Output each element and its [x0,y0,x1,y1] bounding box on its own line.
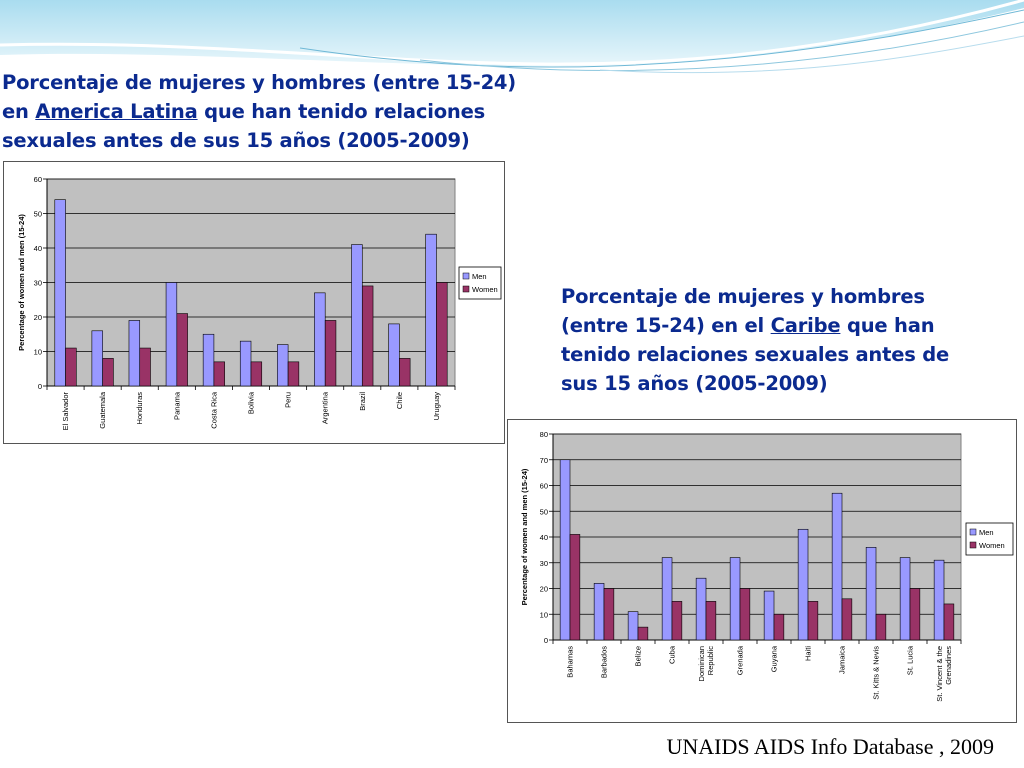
category-label-group [634,646,643,666]
category-label: Grenadines [944,646,953,685]
category-label: St. Lucia [905,646,915,676]
y-tick-label: 30 [33,278,42,288]
bar-men [352,245,363,386]
category-label-group [736,645,745,675]
bar-men [764,591,774,640]
category-label: Panama [172,392,182,420]
caribbean-chart [507,419,1017,723]
y-tick-label: 40 [539,533,548,542]
caribe-link[interactable]: Caribe [770,314,841,337]
category-label-group [98,391,107,429]
category-label: Barbados [599,646,609,679]
bar-women [740,589,750,641]
y-tick-label: 20 [539,584,548,594]
category-label: Costa Rica [209,392,219,429]
category-label: Chile [394,392,404,410]
y-tick-label: 50 [33,209,42,219]
title-line: tenido relaciones sexuales antes de [561,343,950,366]
bar-women [672,601,682,640]
bar-men [129,320,140,386]
category-label: Jamaica [837,646,847,674]
bar-women [288,362,299,386]
category-label-group [172,391,181,420]
bar-men [277,345,288,386]
category-label: Honduras [135,392,145,425]
y-tick-label: 60 [33,175,42,184]
bar-women [570,534,580,640]
bar-women [604,589,614,641]
bar-men [628,612,638,640]
category-label-group [804,646,813,661]
y-tick-label: 40 [33,244,42,253]
category-label: Bahamas [565,646,575,678]
y-tick-label: 10 [539,610,548,620]
category-label-group [395,392,404,409]
legend [459,267,501,299]
category-label: Cuba [667,646,677,664]
title-line [2,97,522,126]
bar-women [325,320,336,386]
title-text: (entre 15-24) en el [561,314,771,337]
bar-men [696,578,706,640]
title-line: sexuales antes de sus 15 años (2005-2009) [2,129,470,152]
bar-men [314,293,325,386]
category-label-group [135,392,144,425]
title-line: Porcentaje de mujeres y hombres [561,285,925,308]
latin-america-chart-svg [4,162,504,443]
category-label-group [697,646,715,682]
category-label: Republic [706,646,715,676]
y-axis-label: Percentage of women and men (15-24) [17,214,26,351]
category-label-group [566,646,575,678]
category-label-group [209,391,218,429]
bar-women [251,362,262,386]
bar-women [362,286,373,386]
category-label: Guyana [769,646,779,673]
legend [966,523,1013,555]
bar-women [876,614,886,640]
bar-men [166,283,177,387]
bar-men [55,200,66,386]
bar-men [560,460,570,640]
category-label: Argentina [320,392,330,425]
category-label: Bolivia [246,392,256,415]
category-label: Belize [633,646,643,667]
bar-men [866,547,876,640]
title-text: que han [840,314,935,337]
legend-swatch [970,542,976,548]
category-label-group [906,645,915,675]
category-label: Guatemala [98,392,108,429]
y-tick-label: 70 [539,455,548,465]
legend-label: Men [472,272,487,281]
category-label-group [284,392,293,408]
bar-women [774,614,784,640]
title-text: en [2,100,36,123]
bar-women [140,348,151,386]
y-tick-label: 10 [33,347,42,357]
legend-label: Men [979,528,994,537]
y-tick-label: 50 [539,507,548,517]
bar-men [934,560,944,640]
category-label: Dominican [697,646,706,682]
bar-women [177,314,188,386]
y-tick-label: 30 [539,558,548,568]
category-label-group [872,646,881,700]
category-label: Haiti [803,646,813,662]
bar-men [92,331,103,386]
latin-america-chart [3,161,505,444]
bar-women [214,362,225,386]
bar-women [944,604,954,640]
bar-men [389,324,400,386]
bar-men [426,234,437,386]
category-label: St. Kitts & Nevis [871,646,881,700]
category-label-group [770,645,779,672]
bar-men [203,334,214,386]
y-tick-label: 0 [37,382,42,391]
category-label-group [358,392,367,411]
category-label-group [600,646,609,678]
y-tick-label: 0 [543,636,548,645]
bar-women [66,348,77,386]
category-label-group [247,391,256,414]
legend-swatch [463,273,469,279]
title-line [561,311,961,340]
caribbean-title [561,282,961,398]
bar-men [832,493,842,640]
category-label: Grenada [735,646,745,676]
latin-america-title [2,68,522,155]
bar-women [808,601,818,640]
y-tick-label: 20 [33,313,42,322]
category-label-group [432,392,441,421]
category-label-group [935,646,953,702]
bar-men [240,341,251,386]
bar-men [594,583,604,640]
title-line: Porcentaje de mujeres y hombres (entre 15-24) [2,71,517,94]
y-tick-label: 80 [539,430,548,439]
legend-swatch [463,286,469,292]
legend-label: Women [472,285,498,294]
bar-women [638,627,648,640]
bar-women [706,601,716,640]
bar-women [103,358,114,386]
title-text: que han tenido relaciones [197,100,486,123]
title-line: sus 15 años (2005-2009) [561,372,828,395]
category-label-group [61,392,70,431]
bar-women [842,599,852,640]
category-label-group [668,645,677,664]
y-axis-label: Percentage of women and men (15-24) [520,468,529,606]
legend-swatch [970,529,976,535]
category-label: St. Vincent & the [935,646,944,702]
category-label: Peru [283,392,293,408]
legend-label: Women [979,541,1005,550]
bar-men [730,558,740,640]
bar-women [436,283,447,387]
bar-women [910,589,920,641]
bar-men [798,529,808,640]
category-label: Uruguay [431,392,441,421]
source-citation: UNAIDS AIDS Info Database , 2009 [666,734,994,759]
bar-men [662,558,672,640]
category-label-group [321,391,330,424]
bar-women [399,358,410,386]
category-label: Brazil [357,392,367,411]
bar-men [900,558,910,640]
category-label: El Salvador [61,392,71,431]
y-tick-label: 60 [539,481,548,491]
caribbean-chart-svg [508,420,1016,722]
category-label-group [838,645,847,674]
america-latina-link[interactable]: America Latina [35,100,198,123]
